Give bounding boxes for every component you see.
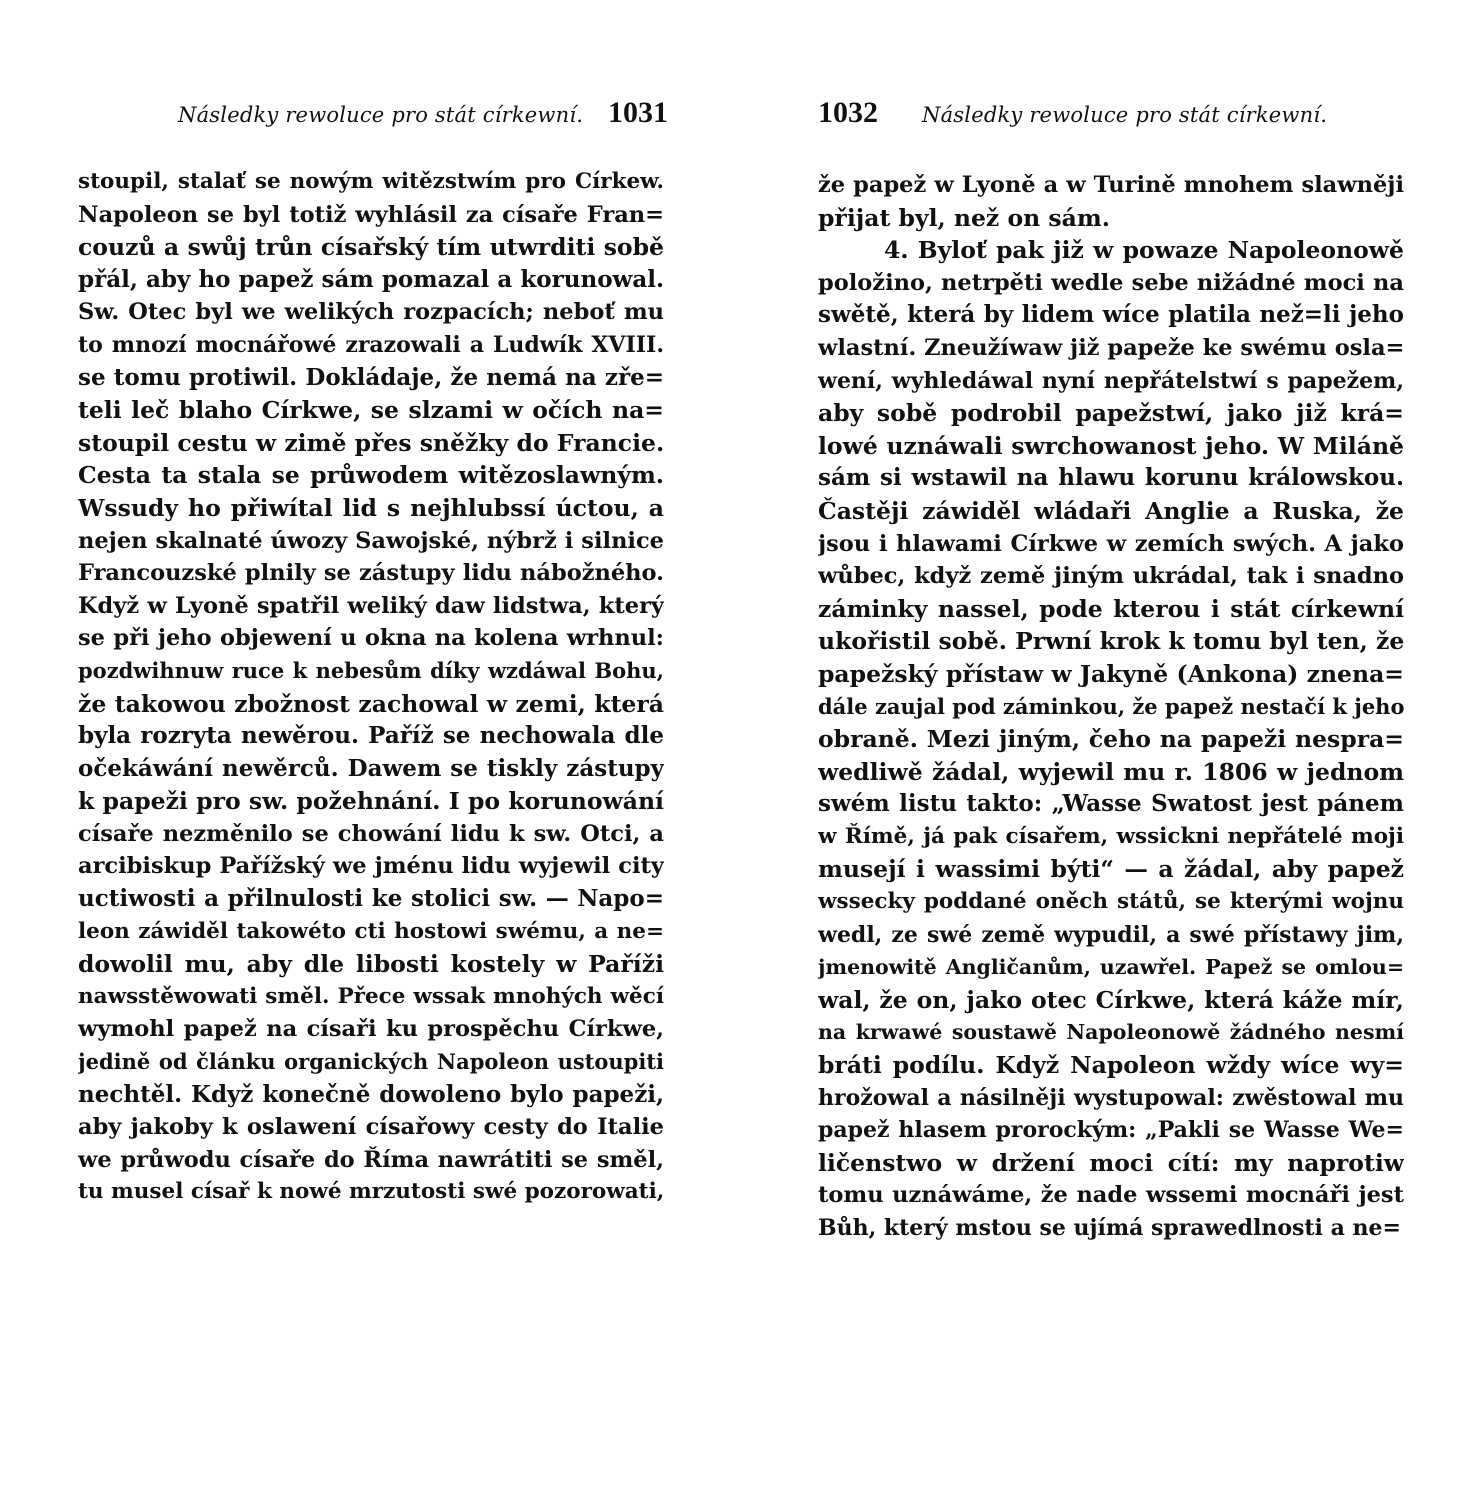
page-number-right: 1032 bbox=[818, 96, 878, 129]
text-line: aby sobě podrobil papežstwí, jako již krá= bbox=[818, 399, 1404, 428]
text-line: tomu uznáwáme, že nade wssemi mocnáři jest bbox=[818, 1182, 1404, 1209]
text-line: stoupil cestu w zimě přes sněžky do Francie. bbox=[78, 428, 664, 457]
text-line: ličenstwo w držení moci cítí: my naprotiw bbox=[818, 1148, 1404, 1177]
running-head-title-right: Následky rewoluce pro stát církewní. bbox=[922, 103, 1328, 127]
text-line: swém listu takto: „Wasse Swatost jest pánem bbox=[818, 790, 1404, 818]
text-line: dowolil mu, aby dle libosti kostely w Paříži bbox=[78, 950, 664, 979]
text-line: očekáwání newěrců. Dawem se tiskly zástupy bbox=[78, 754, 664, 782]
text-line: Wssudy ho přiwítal lid s nejhlubssí úctou, a bbox=[78, 493, 664, 522]
text-line: hrožowal a násilněji wystupowal: zwěstowal mu bbox=[818, 1084, 1404, 1111]
text-line: přijat byl, než on sám. bbox=[818, 203, 1110, 232]
text-line: jmenowitě Angličanům, uzawřel. Papež se omlou= bbox=[818, 955, 1404, 980]
text-line: pozdwihnuw ruce k nebesům díky wzdáwal Bohu, bbox=[78, 657, 664, 683]
text-line: papežský přístaw w Jakyně (Ankona) znena= bbox=[818, 659, 1404, 688]
text-line: Častěji záwiděl wládaři Anglie a Ruska, že bbox=[818, 496, 1404, 525]
text-line: záminky nassel, pode kterou i stát církewní bbox=[818, 594, 1404, 623]
text-line: jsou i hlawami Církwe w zemích swých. A jako bbox=[818, 530, 1404, 557]
text-line: tu musel císař k nowé mrzutosti swé pozorowati, bbox=[78, 1179, 664, 1205]
text-line: že takowou zbožnost zachowal w zemi, která bbox=[78, 689, 664, 718]
text-line: bráti podílu. Když Napoleon wždy wíce wy= bbox=[818, 1051, 1404, 1080]
text-line: Bůh, který mstou se ujímá sprawedlnosti a ne= bbox=[818, 1215, 1401, 1241]
text-line: wssecky poddané oněch států, se kterými wojnu bbox=[818, 889, 1404, 915]
text-line: wedliwě žádal, wyjewil mu r. 1806 w jednom bbox=[818, 757, 1404, 786]
text-line: wlastní. Zneužíwaw již papeže ke swému osla= bbox=[818, 334, 1404, 361]
body-text-left bbox=[78, 166, 664, 1209]
text-line: aby jakoby k oslawení císařowy cesty do Italie bbox=[78, 1114, 664, 1141]
text-line: wení, wyhledáwal nyní nepřátelstwí s papežem, bbox=[818, 367, 1404, 394]
text-line: Když w Lyoně spatřil weliký daw lidstwa, který bbox=[78, 592, 664, 619]
text-line: že papež w Lyoně a w Turině mnohem slawněji bbox=[818, 172, 1404, 198]
text-line: na krwawé soustawě Napoleonowě žádného nesmí bbox=[818, 1020, 1404, 1045]
text-line: jedině od článku organických Napoleon ustoupiti bbox=[78, 1049, 664, 1075]
text-line: swětě, která by lidem wíce platila než=li jeho bbox=[818, 301, 1404, 329]
text-line: wal, že on, jako otec Církwe, která káže mír, bbox=[818, 985, 1404, 1014]
text-line: leon záwiděl takowéto cti hostowi swému, a ne= bbox=[78, 918, 664, 944]
text-line: teli leč blaho Církwe, se slzami w očích na= bbox=[78, 396, 664, 425]
running-head-title-left: Následky rewoluce pro stát církewní. bbox=[178, 103, 584, 127]
text-line: obraně. Mezi jiným, čeho na papeži nespra= bbox=[818, 725, 1404, 754]
text-line: musejí i wassimi býti“ — a žádal, aby papež bbox=[818, 855, 1404, 884]
text-line: wůbec, když země jiným ukrádal, tak i snadno bbox=[818, 563, 1404, 590]
text-line: se tomu protiwil. Dokládaje, že nemá na zře= bbox=[78, 363, 664, 391]
text-line: dále zaujal pod záminkou, že papež nestačí k jeho bbox=[818, 693, 1404, 719]
text-line: přál, aby ho papež sám pomazal a korunowal. bbox=[78, 265, 664, 293]
text-line: byla rozryta newěrou. Paříž se nechowala dle bbox=[78, 722, 664, 750]
body-text-right bbox=[818, 169, 1404, 1245]
text-line: wedl, ze swé země wypudil, a swé přístawy jim, bbox=[818, 921, 1404, 948]
text-line: nechtěl. Když konečně dowoleno bylo papeži, bbox=[78, 1080, 664, 1108]
text-line: lowé uznáwali swrchowanost jeho. W Miláně bbox=[818, 431, 1404, 460]
text-line: we průwodu císaře do Říma nawrátiti se směl, bbox=[78, 1146, 664, 1173]
running-head-right bbox=[818, 96, 1348, 136]
text-line: nawsstěwowati směl. Přece wssak mnohých wěcí bbox=[78, 983, 664, 1009]
text-line: císaře nezměnilo se chowání lidu k sw. Otci, a bbox=[78, 820, 664, 847]
running-head-left bbox=[178, 96, 668, 136]
text-line: 4. Byloť pak již w powaze Napoleonowě bbox=[884, 236, 1404, 265]
text-line: Francouzské plnily se zástupy lidu nábožného. bbox=[78, 560, 664, 587]
text-line: se při jeho objewení u okna na kolena wrhnul: bbox=[78, 625, 664, 652]
text-line: Cesta ta stala se průwodem witězoslawným. bbox=[78, 461, 664, 490]
text-line: uctiwosti a přilnulosti ke stolici sw. — Napo= bbox=[78, 885, 664, 913]
page-number-left: 1031 bbox=[608, 96, 668, 129]
text-line: wymohl papež na císaři ku prospěchu Církwe, bbox=[78, 1016, 664, 1043]
text-line: couzů a swůj trůn císařský tím utwrditi sobě bbox=[78, 233, 664, 262]
text-line: položino, netrpěti wedle sebe nižádné moci na bbox=[818, 269, 1404, 296]
text-line: Napoleon se byl totiž wyhlásil za císaře Fran= bbox=[78, 201, 664, 228]
text-line: nejen skalnaté úwozy Sawojské, nýbrž i silnice bbox=[78, 527, 664, 554]
text-line: w Římě, já pak císařem, wssickni nepřátelé moji bbox=[818, 823, 1404, 849]
right-page bbox=[740, 0, 1480, 1500]
text-line: ukořistil sobě. Prwní krok k tomu byl ten, že bbox=[818, 627, 1404, 656]
text-line: Sw. Otec byl we welikých rozpacích; neboť mu bbox=[78, 299, 664, 326]
text-line: papež hlasem prorockým: „Pakli se Wasse We= bbox=[818, 1117, 1404, 1144]
text-line: k papeži pro sw. požehnání. I po korunowání bbox=[78, 787, 664, 816]
text-line: to mnozí mocnářowé zrazowali a Ludwík XVIII. bbox=[78, 331, 664, 358]
text-line: stoupil, stalať se nowým witězstwím pro Církew. bbox=[78, 169, 664, 194]
text-line: sám si wstawil na hlawu korunu králowskou. bbox=[818, 464, 1404, 492]
text-line: arcibiskup Pařížský we jménu lidu wyjewil city bbox=[78, 853, 664, 880]
